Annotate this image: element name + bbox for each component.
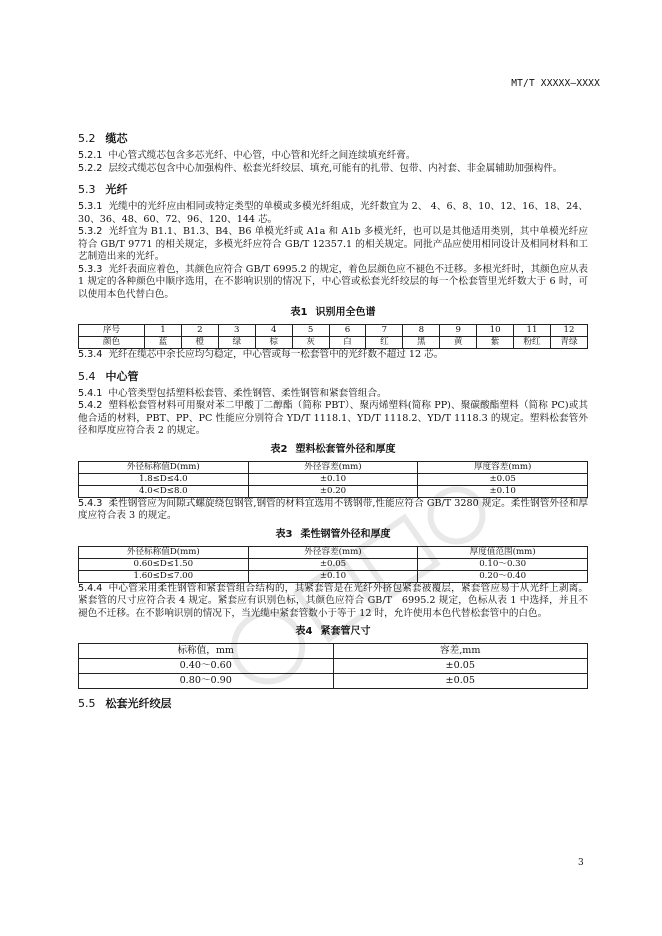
table-cell: 紫 [477, 337, 514, 349]
clause-5-4-1 [78, 388, 588, 401]
clause-5-3-1 [78, 201, 588, 226]
column-header: 厚度容差(mm) [418, 461, 588, 473]
table-cell: 0.20～0.40 [418, 570, 588, 582]
table-cell: ±0.05 [333, 674, 588, 689]
table-cell: 黑 [403, 337, 440, 349]
section-heading-5-5 [78, 695, 588, 712]
table-cell: 1 [145, 325, 182, 337]
table-cell: 0.40～0.60 [79, 659, 334, 674]
clause-5-2-2 [78, 163, 588, 176]
table-cell: 0.60≤D≤1.50 [79, 558, 249, 570]
clause-5-2-1 [78, 150, 588, 163]
section-heading-5-2 [78, 130, 588, 147]
clause-text: 层绞式缆芯包含中心加强构件、松套光纤绞层、填充,可能有的扎带、包带、内衬套、非金属辅助加强构件。 [108, 162, 563, 174]
section-title: 光纤 [105, 183, 128, 196]
table-2-plastic-tube [78, 461, 588, 498]
table-cell: 0.10～0.30 [418, 558, 588, 570]
table-4-tight-buffer [78, 643, 588, 689]
table-header-row [79, 546, 588, 558]
section-number: 5.2 [78, 132, 96, 145]
table-cell: 绿 [218, 337, 255, 349]
clause-text: 光缆中的光纤应由相同或特定类型的单模或多模光纤组成，光纤数宜为 2、 4、6、8、10、12、16、18、24、30、36、48、60、72、96、120、144 芯。 [78, 201, 588, 225]
table-row [79, 570, 588, 582]
section-heading-5-4 [78, 368, 588, 385]
column-header: 标称值，mm [79, 644, 334, 659]
table-cell: 8 [403, 325, 440, 337]
table-cell: 5 [292, 325, 329, 337]
table-1-caption [78, 305, 588, 321]
table-cell: ±0.10 [248, 473, 418, 485]
clause-number: 5.3.1 [78, 201, 103, 212]
clause-5-4-4 [78, 583, 588, 621]
clause-text: 柔性钢管应为间隙式螺旋绕包钢管,钢管的材料宜选用不锈钢带,性能应符合 GB/T 3280 规定。柔性钢管外径和厚度应符合表 3 的规定。 [78, 497, 588, 521]
table-row [79, 337, 588, 349]
section-number: 5.5 [78, 697, 96, 710]
table-cell: 2 [181, 325, 218, 337]
caption-number: 表4 [295, 626, 313, 637]
clause-number: 5.4.1 [78, 387, 103, 399]
clause-5-3-2 [78, 226, 588, 264]
table-row [79, 485, 588, 497]
table-row [79, 659, 588, 674]
table-cell: ±0.05 [418, 473, 588, 485]
clause-number: 5.4.3 [78, 497, 103, 509]
clause-5-3-4 [78, 349, 588, 362]
table-cell: 6 [329, 325, 366, 337]
table-cell: 黄 [440, 337, 477, 349]
caption-number: 表3 [275, 528, 293, 540]
caption-number: 表1 [290, 307, 308, 318]
clause-number: 5.4.2 [78, 400, 103, 411]
table-cell: ±0.05 [333, 659, 588, 674]
section-number: 5.3 [78, 183, 96, 196]
table-row [79, 674, 588, 689]
table-cell: 10 [477, 325, 514, 337]
clause-number: 5.3.2 [78, 226, 103, 237]
table-cell: 1.8≤D≤4.0 [79, 473, 249, 485]
table-cell: 粉红 [514, 337, 551, 349]
table-cell: 9 [440, 325, 477, 337]
table-cell: 3 [218, 325, 255, 337]
table-cell: 7 [366, 325, 403, 337]
clause-text: 光纤在缆芯中余长应均匀稳定，中心管或每一松套管中的光纤数不超过 12 芯。 [108, 349, 444, 360]
column-header: 外径标称值D(mm) [79, 546, 249, 558]
page-content [78, 130, 588, 712]
table-cell: 4.0<D≤8.0 [79, 485, 249, 497]
column-header: 容差,mm [333, 644, 588, 659]
table-cell: 0.80～0.90 [79, 674, 334, 689]
section-title: 缆芯 [105, 132, 128, 145]
table-cell: 红 [366, 337, 403, 349]
caption-title: 识别用全色谱 [315, 307, 376, 318]
table-cell: ±0.10 [248, 570, 418, 582]
table-header-row [79, 644, 588, 659]
page-number: 3 [578, 858, 584, 868]
table-3-caption [78, 527, 588, 543]
table-cell: ±0.20 [248, 485, 418, 497]
table-cell: 灰 [292, 337, 329, 349]
table-2-caption [78, 442, 588, 458]
section-number: 5.4 [78, 369, 96, 383]
column-header: 外径标称值D(mm) [79, 461, 249, 473]
table-row [79, 558, 588, 570]
section-heading-5-3 [78, 181, 588, 198]
row-header: 序号 [79, 325, 145, 337]
table-cell: 棕 [255, 337, 292, 349]
table-1-color-spectrum [78, 324, 588, 349]
table-cell: ±0.05 [248, 558, 418, 570]
table-cell: 橙 [181, 337, 218, 349]
caption-title: 紧套管尺寸 [320, 626, 371, 637]
clause-5-4-2 [78, 400, 588, 438]
table-row [79, 473, 588, 485]
table-cell: 白 [329, 337, 366, 349]
clause-text: 中心管采用柔性钢管和紧套管组合结构的，其紧套管是在光纤外挤包紧套被覆层，紧套管应易于从光纤上剥离。紧套管的尺寸应符合表 4 规定。紧套应有识别色标，其颜色应符合 GB/T 6995.2 规定，色标从表 1 中选择，并且不褪色不迁移。在不影响识别的情况下，当光缆中紧套管数小于等于 12 时，允许使用本色代替松套管中的白色。 [78, 582, 588, 619]
section-title: 松套光纤绞层 [105, 697, 172, 710]
table-4-caption [78, 624, 588, 640]
column-header: 外径容差(mm) [248, 546, 418, 558]
table-cell: 12 [550, 325, 587, 337]
table-header-row [79, 461, 588, 473]
table-row [79, 325, 588, 337]
clause-number: 5.2.1 [78, 150, 103, 161]
clause-number: 5.3.4 [78, 349, 103, 360]
clause-number: 5.4.4 [78, 582, 103, 594]
table-cell: 蓝 [145, 337, 182, 349]
column-header: 厚度值范围(mm) [418, 546, 588, 558]
section-title: 中心管 [105, 369, 139, 383]
clause-number: 5.2.2 [78, 162, 103, 174]
table-cell: 青绿 [550, 337, 587, 349]
clause-text: 塑料松套管材料可用聚对苯二甲酸丁二醇酯（简称 PBT）、聚丙烯塑料(简称 PP)、聚碳酸酯塑料（简称 PC)或其他合适的材料，PBT、PP、PC 性能应分别符合 YD/T 1118.1、YD/T 1118.2、YD/T 1118.3 的规定。塑料松套管外径和厚度应符合表 2 的规定。 [78, 400, 588, 436]
clause-text: 光纤表面应着色，其颜色应符合 GB/T 6995.2 的规定，着色层颜色应不褪色不迁移。多根光纤时，其颜色应从表 1 规定的各种颜色中顺序选用，在不影响识别的情况下，中心管或松套光纤绞层的每一个松套管里光纤数大于 6 时，可以使用本色代替白色。 [78, 263, 589, 300]
clause-text: 中心管式缆芯包含多芯光纤、中心管，中心管和光纤之间连续填充纤膏。 [108, 150, 416, 161]
table-cell: 4 [255, 325, 292, 337]
clause-text: 中心管类型包括塑料松套管、柔性钢管、柔性钢管和紧套管组合。 [108, 387, 387, 399]
row-header: 颜色 [79, 337, 145, 349]
table-cell: ±0.10 [418, 485, 588, 497]
caption-title: 塑料松套管外径和厚度 [295, 443, 396, 455]
clause-text: 光纤宜为 B1.1、B1.3、B4、B6 单模光纤或 A1a 和 A1b 多模光纤，也可以是其他适用类别，其中单模光纤应符合 GB/T 9771 的相关规定，多模光纤应符合 GB/T 12357.1 的相关规定。同批产品应使用相同设计及相同材料和工艺制造出来的光纤。 [78, 226, 588, 262]
document-code: MT/T XXXXX—XXXX [511, 78, 600, 89]
clause-5-4-3 [78, 498, 588, 523]
clause-5-3-3 [78, 264, 588, 302]
table-cell: 11 [514, 325, 551, 337]
caption-title: 柔性钢管外径和厚度 [300, 528, 391, 540]
table-3-steel-tube [78, 546, 588, 583]
column-header: 外径容差(mm) [248, 461, 418, 473]
table-cell: 1.60≤D≤7.00 [79, 570, 249, 582]
clause-number: 5.3.3 [78, 263, 103, 275]
caption-number: 表2 [270, 443, 288, 455]
